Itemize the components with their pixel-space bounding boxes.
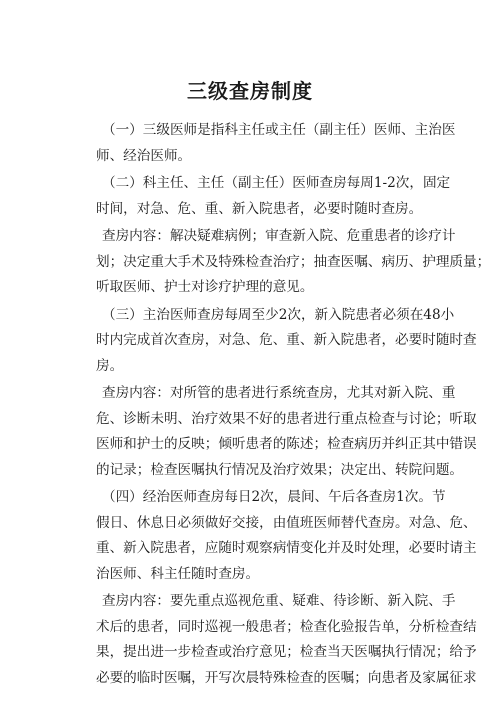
paragraph-3 — [96, 224, 491, 301]
paragraph-line: 听取医师、护士对诊疗护理的意见。 — [96, 279, 314, 295]
paragraph-line: 师、经治医师。 — [96, 147, 192, 164]
paragraph-5 — [96, 381, 477, 483]
document-title: 三级查房制度 — [187, 79, 313, 103]
paragraph-line: （三）主治医师查房每周至少2次，新入院患者必须在48小 — [102, 306, 455, 323]
paragraph-6 — [96, 485, 477, 587]
paragraph-line: 查房内容：解决疑难病例；审查新入院、危重患者的诊疗计 — [102, 228, 456, 244]
paragraph-line: （一）三级医师是指科主任或主任（副主任）医师、主治医 — [102, 122, 456, 138]
paragraph-line: 必要的临时医嘱，开写次晨特殊检查的医嘱；向患者及家属征求 — [96, 669, 477, 686]
paragraph-line: 治医师、科主任随时查房。 — [96, 565, 260, 582]
paragraph-line: 术后的患者，同时巡视一般患者；检查化验报告单，分析检查结 — [96, 618, 477, 635]
paragraph-line: （四）经治医师查房每日2次，晨间、午后各查房1次。节 — [102, 489, 446, 505]
paragraph-4 — [96, 303, 477, 380]
paragraph-line: 医师和护士的反映；倾听患者的陈述；检查病历并纠正其中错误 — [96, 436, 477, 452]
paragraph-2 — [96, 171, 451, 222]
paragraph-line: 查房内容：要先重点巡视危重、疑难、待诊断、新入院、手 — [102, 593, 456, 609]
document-body — [96, 118, 491, 693]
paragraph-1 — [96, 118, 456, 169]
paragraph-line: 重、新入院患者，应随时观察病情变化并及时处理，必要时请主 — [96, 540, 477, 556]
paragraph-line: 划；决定重大手术及特殊检查治疗；抽查医嘱、病历、护理质量； — [96, 253, 491, 270]
paragraph-line: 果，提出进一步检查或治疗意见；检查当天医嘱执行情况；给予 — [96, 644, 477, 660]
paragraph-line: 查房内容：对所管的患者进行系统查房，尤其对新入院、重 — [102, 385, 456, 401]
paragraph-line: 房。 — [96, 357, 124, 374]
paragraph-line: 危、诊断未明、治疗效果不好的患者进行重点检查与讨论；听取 — [96, 410, 477, 427]
paragraph-line: 假日、休息日必须做好交接，由值班医师替代查房。对急、危、 — [96, 514, 477, 531]
paragraph-line: 时间，对急、危、重、新入院患者，必要时随时查房。 — [96, 200, 423, 217]
paragraph-7 — [96, 589, 477, 691]
paragraph-line: 时内完成首次查房，对急、危、重、新入院患者，必要时随时查 — [96, 332, 477, 348]
paragraph-line: 的记录；检查医嘱执行情况及治疗效果；决定出、转院问题。 — [96, 461, 464, 478]
paragraph-line: （二）科主任、主任（副主任）医师查房每周1-2次，固定 — [102, 175, 451, 191]
